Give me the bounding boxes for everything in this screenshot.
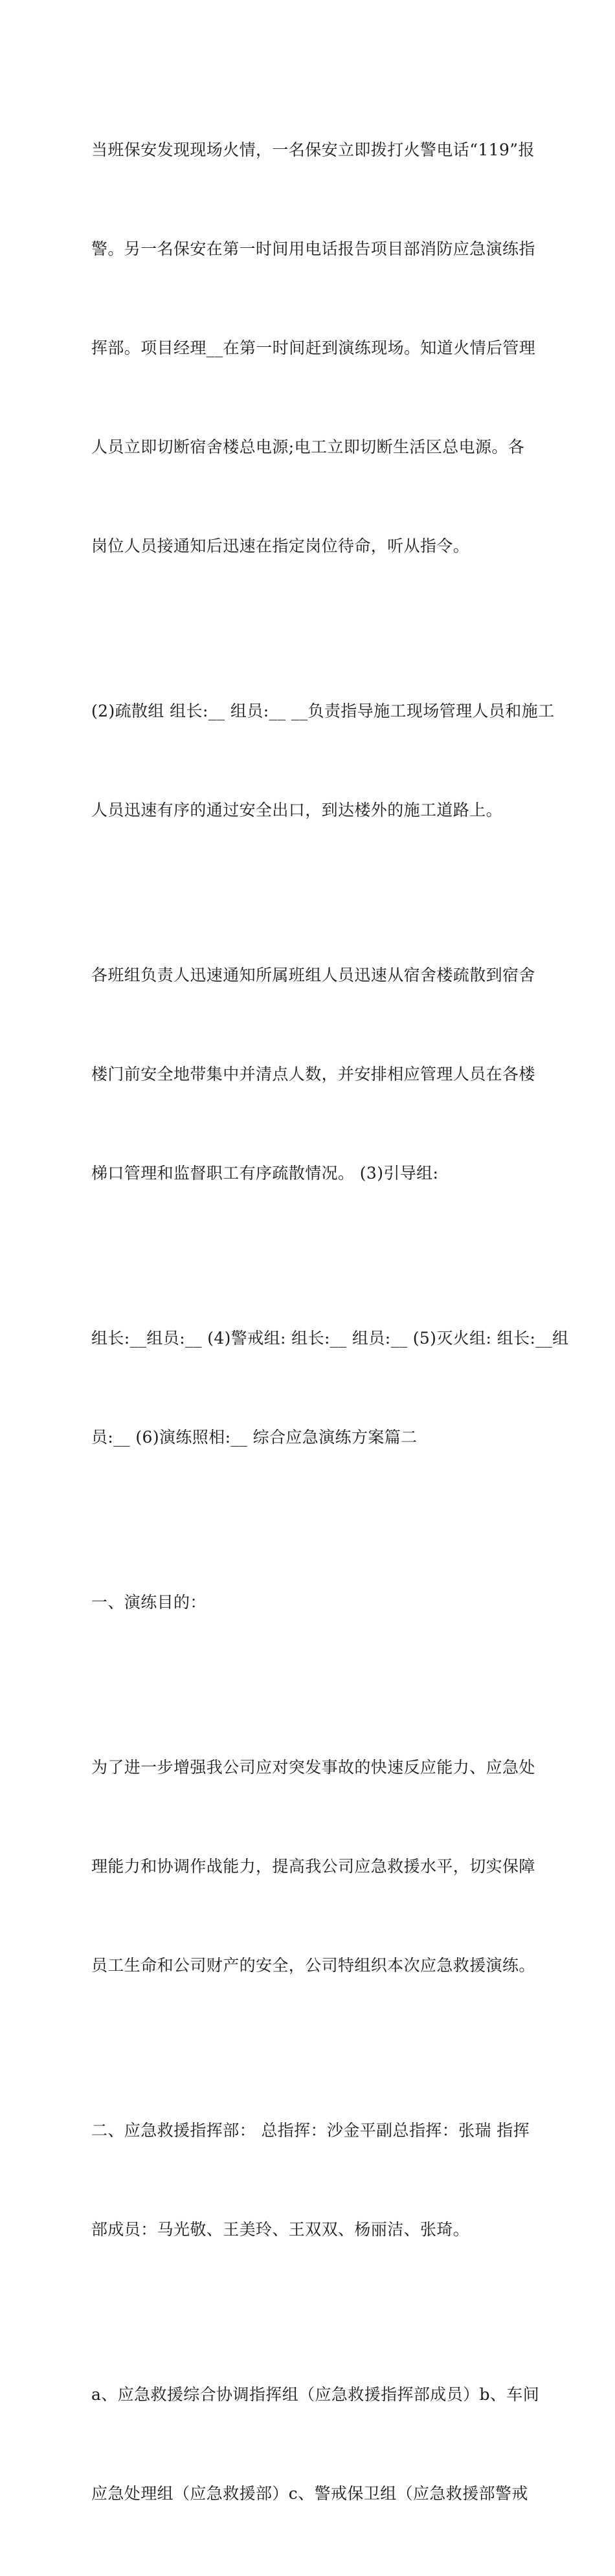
text-line: 员:__ (6)演练照相:__ 综合应急演练方案篇二 — [91, 1428, 418, 1447]
text-line: 组长:__组员:__ (4)警戒组: 组长:__ 组员:__ (5)灭火组: 组长:__组 — [91, 1329, 569, 1348]
text-line: 应急处理组（应急救援部）c、警戒保卫组（应急救援部警戒 — [91, 2484, 528, 2503]
paragraph-fire-alarm — [91, 67, 536, 628]
paragraph-group-roster — [91, 1256, 569, 1520]
text-line: 楼门前安全地带集中并清点人数，并安排相应管理人员在各楼 — [91, 1065, 535, 1083]
text-line: 一、演练目的： — [91, 1593, 207, 1612]
text-line: a、应急救援综合协调指挥组（应急救援指挥部成员）b、车间 — [91, 2385, 540, 2404]
text-line: 员工生命和公司财产的安全，公司特组织本次应急救援演练。 — [91, 1956, 535, 1975]
text-line: 理能力和协调作战能力，提高我公司应急救援水平，切实保障 — [91, 1857, 535, 1876]
paragraph-evacuation-group — [91, 628, 555, 893]
text-line: 人员迅速有序的通过安全出口，到达楼外的施工道路上。 — [91, 801, 503, 819]
text-line: 梯口管理和监督职工有序疏散情况。 (3)引导组: — [91, 1164, 439, 1183]
paragraph-command — [91, 2048, 531, 2312]
text-line: (2)疏散组 组长:__ 组员:__ __负责指导施工现场管理人员和施工 — [91, 702, 555, 720]
paragraph-team-leaders — [91, 893, 535, 1256]
text-line: 为了进一步增强我公司应对突发事故的快速反应能力、应急处 — [91, 1758, 535, 1777]
text-line: 警。另一名保安在第一时间用电话报告项目部消防应急演练指 — [91, 239, 535, 258]
section-heading-purpose — [91, 1520, 531, 1685]
text-line: 挥部。项目经理__在第一时间赶到演练现场。知道火情后管理 — [91, 339, 536, 357]
text-line: 岗位人员接通知后迅速在指定岗位待命，听从指令。 — [91, 537, 470, 555]
paragraph-purpose — [91, 1685, 535, 2048]
document-body — [91, 67, 569, 2576]
text-line: 各班组负责人迅速通知所属班组人员迅速从宿舍楼疏散到宿舍 — [91, 966, 535, 984]
text-line: 二、应急救援指挥部： 总指挥：沙金平副总指挥：张瑞 指挥 — [91, 2121, 530, 2140]
text-line: 当班保安发现现场火情，一名保安立即拨打火警电话“119”报 — [91, 140, 535, 159]
text-line: 人员立即切断宿舍楼总电源;电工立即切断生活区总电源。各 — [91, 438, 525, 456]
text-line: 部成员：马光敬、王美玲、王双双、杨丽洁、张琦。 — [91, 2220, 470, 2239]
paragraph-rescue-groups — [91, 2312, 540, 2576]
